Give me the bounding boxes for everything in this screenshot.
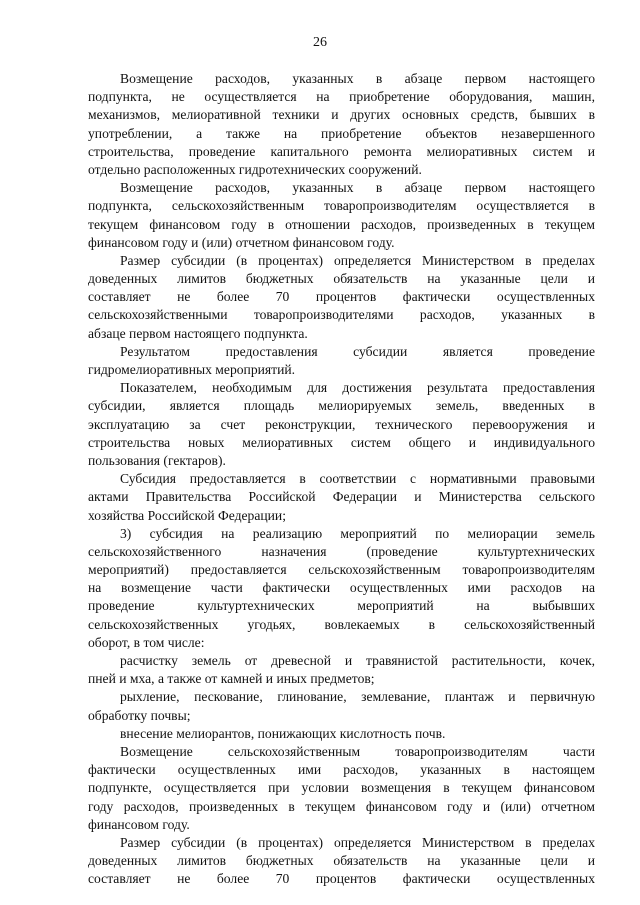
paragraph — [88, 525, 595, 652]
text-line: гидромелиоративных мероприятий. — [88, 362, 296, 377]
text-line: Возмещение расходов, указанных в абзаце первом настоящего — [120, 180, 595, 196]
text-line: актами Правительства Российской Федерации и Министерства сельского — [88, 489, 595, 505]
text-line: Результатом предоставления субсидии является проведение — [120, 343, 595, 359]
text-line: финансовом году. — [88, 816, 190, 832]
text-line: абзаце первом настоящего подпункта. — [88, 325, 308, 341]
page-number: 26 — [313, 35, 327, 50]
text-line: проведение культуртехнических мероприятий на выбывших — [88, 598, 595, 614]
text-line: субсидии, является площадь мелиорируемых земель, введенных в — [88, 398, 595, 414]
text-line: строительства, проведение капитального ремонта мелиоративных систем и — [88, 143, 595, 159]
text-line: сельскохозяйственных угодьях, вовлекаемых в сельскохозяйственный — [88, 616, 595, 632]
text-line: Размер субсидии (в процентах) определяется Министерством в пределах — [120, 834, 595, 850]
paragraph — [88, 179, 595, 252]
text-line: Субсидия предоставляется в соответствии с нормативными правовыми — [120, 471, 595, 487]
text-line: подпункта, сельскохозяйственным товаропроизводителям осуществляется в — [88, 198, 595, 214]
text-line: внесение мелиорантов, понижающих кислотность почв. — [120, 725, 446, 741]
text-line: отдельно расположенных гидротехнических сооружений. — [88, 161, 422, 177]
text-line: подпункта, не осуществляется на приобретение оборудования, машин, — [88, 89, 595, 105]
text-line: текущем финансовом году в отношении расходов, произведенных в текущем — [88, 216, 595, 232]
paragraph — [88, 70, 595, 179]
text-line: пользования (гектаров). — [88, 452, 226, 468]
text-line: 3) субсидия на реализацию мероприятий по мелиорации земель — [120, 525, 595, 541]
text-line: доведенных лимитов бюджетных обязательств на указанные цели и — [88, 271, 595, 287]
paragraph — [88, 379, 595, 470]
paragraph — [88, 725, 595, 743]
paragraph — [88, 252, 595, 343]
paragraph — [88, 688, 595, 724]
text-line: сельскохозяйственными товаропроизводителями расходов, указанных в — [88, 307, 595, 323]
paragraph — [88, 343, 595, 379]
text-line: расчистку земель от древесной и травянистой растительности, кочек, — [120, 653, 595, 668]
text-line: обработку почвы; — [88, 707, 191, 723]
text-line: эксплуатацию за счет реконструкции, технического перевооружения и — [88, 416, 595, 432]
paragraph — [88, 470, 595, 525]
paragraph — [88, 743, 595, 834]
text-line: хозяйства Российской Федерации; — [88, 507, 286, 523]
text-line: подпункте, осуществляется при условии возмещения в текущем финансовом — [88, 780, 595, 796]
text-line: мероприятий) предоставляется сельскохозяйственным товаропроизводителям — [88, 562, 595, 578]
text-line: Показателем, необходимым для достижения результата предоставления — [120, 380, 595, 396]
text-line: финансовом году и (или) отчетном финансовом году. — [88, 234, 395, 250]
text-line: Возмещение расходов, указанных в абзаце первом настоящего — [120, 71, 595, 86]
text-line: на возмещение части фактически осуществленных ими расходов на — [88, 580, 595, 596]
text-line: Возмещение сельскохозяйственным товаропроизводителям части — [120, 743, 595, 759]
text-line: рыхление, пескование, глинование, землевание, плантаж и первичную — [120, 689, 595, 705]
text-line: пней и мха, а также от камней и иных предметов; — [88, 671, 375, 687]
text-line: оборот, в том числе: — [88, 634, 205, 650]
text-line: механизмов, мелиоративной техники и других основных средств, бывших в — [88, 107, 595, 123]
text-line: строительства новых мелиоративных систем общего и индивидуального — [88, 434, 595, 450]
text-line: Размер субсидии (в процентах) определяется Министерством в пределах — [120, 252, 595, 268]
body-text — [88, 70, 595, 888]
paragraph — [88, 834, 595, 889]
text-line: составляет не более 70 процентов фактически осуществленных — [88, 289, 595, 305]
text-line: употреблении, а также на приобретение объектов незавершенного — [88, 125, 595, 141]
text-line: составляет не более 70 процентов фактически осуществленных — [88, 871, 595, 887]
paragraph — [88, 652, 595, 688]
text-line: доведенных лимитов бюджетных обязательств на указанные цели и — [88, 853, 595, 869]
text-line: фактически осуществленных ими расходов, указанных в настоящем — [88, 762, 595, 778]
text-line: году расходов, произведенных в текущем финансовом году и (или) отчетном — [88, 798, 595, 814]
text-line: сельскохозяйственного назначения (проведение культуртехнических — [88, 543, 595, 559]
